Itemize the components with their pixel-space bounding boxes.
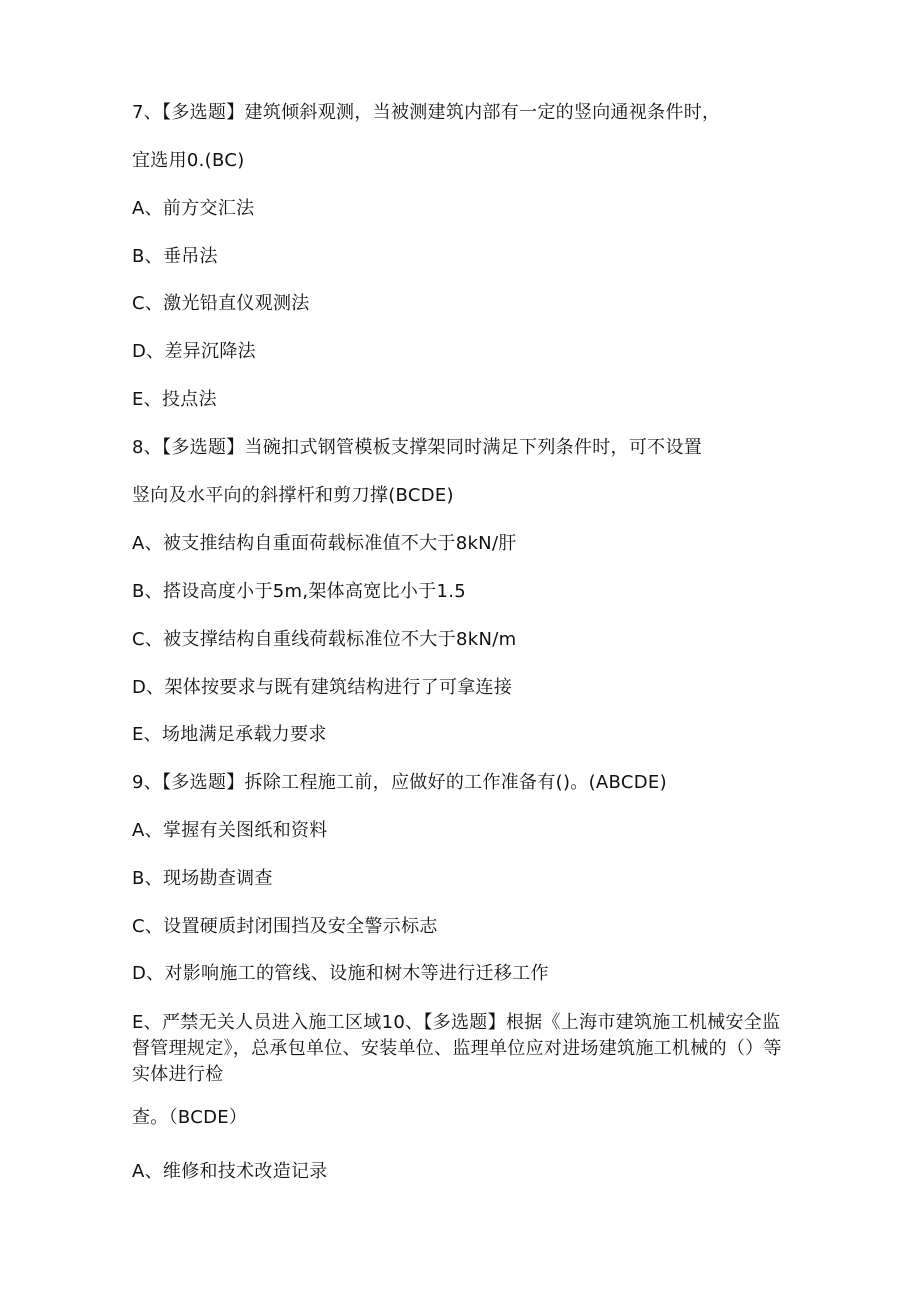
question-7-stem-line-1: 7、【多选题】建筑倾斜观测，当被测建筑内部有一定的竖向通视条件时，: [132, 102, 721, 123]
question-7-option-d: D、差异沉降法: [132, 341, 256, 362]
question-9-option-d: D、对影响施工的管线、设施和树木等进行迁移工作: [132, 963, 549, 984]
question-10-option-a: A、维修和技术改造记录: [132, 1161, 328, 1182]
question-8-stem-line-2: 竖向及水平向的斜撑杆和剪刀撑(BCDE): [132, 485, 454, 506]
question-8-option-d: D、架体按要求与既有建筑结构进行了可拿连接: [132, 677, 513, 698]
question-9-option-e-and-question-10-stem: E、严禁无关人员进入施工区域10、【多选题】根据《上海市建筑施工机械安全监督管理规定》，总承包单位、安装单位、监理单位应对进场建筑施工机械的（）等实体进行检: [132, 1012, 782, 1085]
question-7-option-b: B、垂吊法: [132, 246, 218, 267]
question-9-stem: 9、【多选题】拆除工程施工前，应做好的工作准备有()。(ABCDE): [132, 772, 667, 793]
question-9-option-b: B、现场勘查调查: [132, 868, 273, 889]
question-9-option-c: C、设置硬质封闭围挡及安全警示标志: [132, 916, 438, 937]
question-7-stem-line-2: 宜选用0.(BC): [132, 150, 245, 171]
question-8-option-c: C、被支撑结构自重线荷载标准位不大于8kN/m: [132, 629, 517, 650]
question-7-option-c: C、激光铅直仪观测法: [132, 293, 310, 314]
question-8-stem-line-1: 8、【多选题】当碗扣式钢管模板支撑架同时满足下列条件时，可不设置: [132, 437, 703, 458]
question-8-option-b: B、搭设高度小于5m,架体高宽比小于1.5: [132, 581, 466, 602]
question-10-stem-end: 查。（BCDE）: [132, 1107, 248, 1128]
question-7-option-a: A、前方交汇法: [132, 198, 255, 219]
question-9-option-a: A、掌握有关图纸和资料: [132, 820, 328, 841]
question-8-option-a: A、被支推结构自重面荷载标准值不大于8kN/肝: [132, 533, 517, 554]
question-8-option-e: E、场地满足承载力要求: [132, 724, 327, 745]
question-7-option-e: E、投点法: [132, 389, 217, 410]
